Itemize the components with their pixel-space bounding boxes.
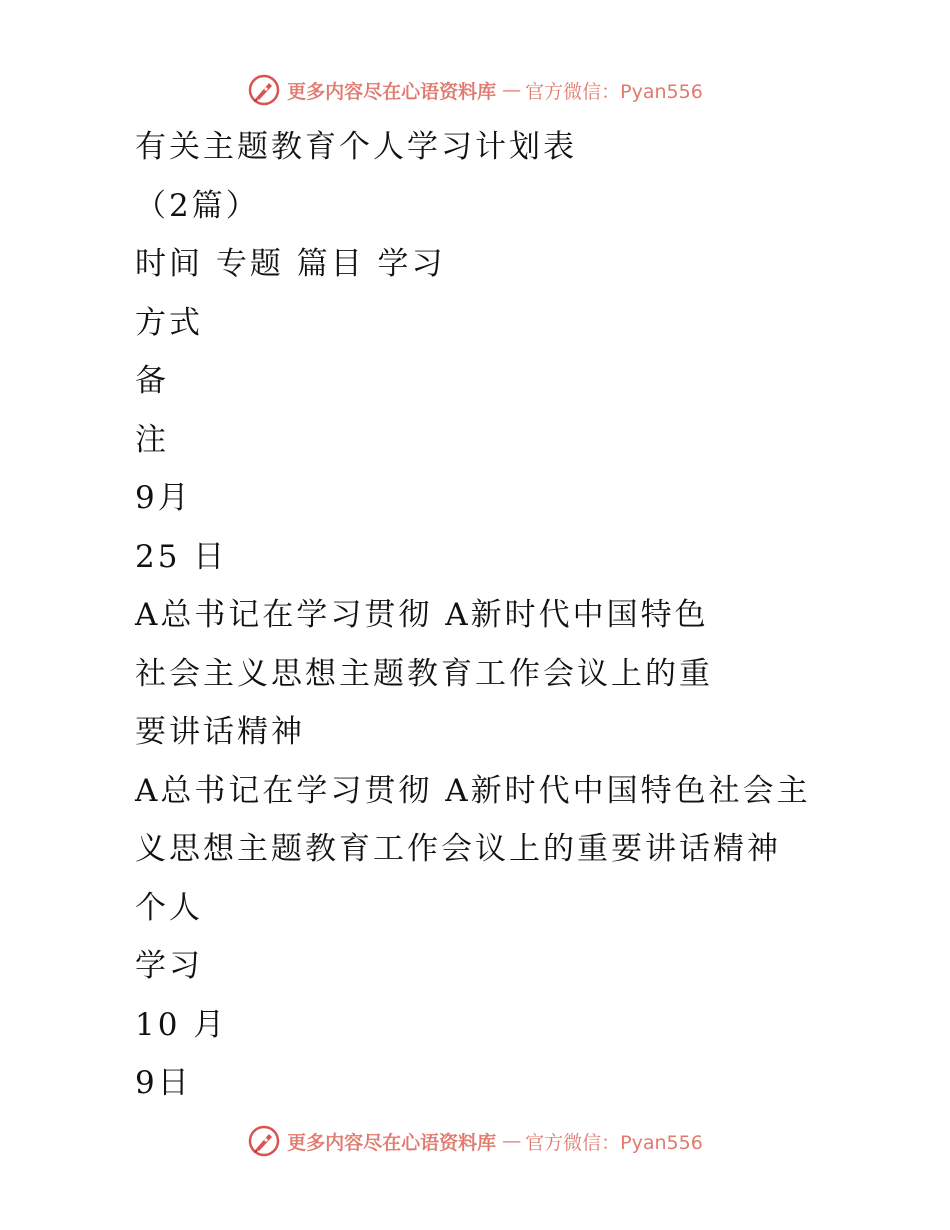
banner-wechat-text: 官方微信：Pyan556 xyxy=(525,1131,703,1154)
header-banner xyxy=(0,70,950,110)
text-line: 25 日 xyxy=(135,538,228,575)
banner-wechat-text: 官方微信：Pyan556 xyxy=(525,80,703,103)
text-line: A总书记在学习贯彻 A新时代中国特色社会主 xyxy=(135,772,811,809)
banner-dash: — xyxy=(502,1130,520,1152)
text-line: 备 xyxy=(135,363,169,399)
banner-main-text: 更多内容尽在心语资料库 xyxy=(287,80,497,103)
text-line: 学习 xyxy=(135,948,203,984)
text-line: 注 xyxy=(135,421,169,458)
text-line: 社会主义思想主题教育工作会议上的重 xyxy=(135,655,713,692)
text-line: 9月 xyxy=(135,480,192,516)
pen-logo-icon xyxy=(247,1124,281,1158)
document-subtitle: （2篇） xyxy=(135,187,260,224)
text-line: 要讲话精神 xyxy=(135,714,305,750)
banner-main-text: 更多内容尽在心语资料库 xyxy=(287,1131,497,1154)
footer-banner xyxy=(0,1121,950,1161)
text-line: 时间 专题 篇目 学习 xyxy=(135,246,446,282)
text-line: A总书记在学习贯彻 A新时代中国特色 xyxy=(135,597,709,633)
banner-dash: — xyxy=(502,79,520,101)
document-body xyxy=(135,118,835,1113)
pen-logo-icon xyxy=(247,73,281,107)
text-line: 个人 xyxy=(135,889,203,926)
document-title: 有关主题教育个人学习计划表 xyxy=(135,129,577,165)
text-line: 方式 xyxy=(135,304,203,341)
text-line: 9日 xyxy=(135,1065,192,1101)
text-line: 义思想主题教育工作会议上的重要讲话精神 xyxy=(135,831,781,867)
text-line: 10 月 xyxy=(135,1006,228,1043)
